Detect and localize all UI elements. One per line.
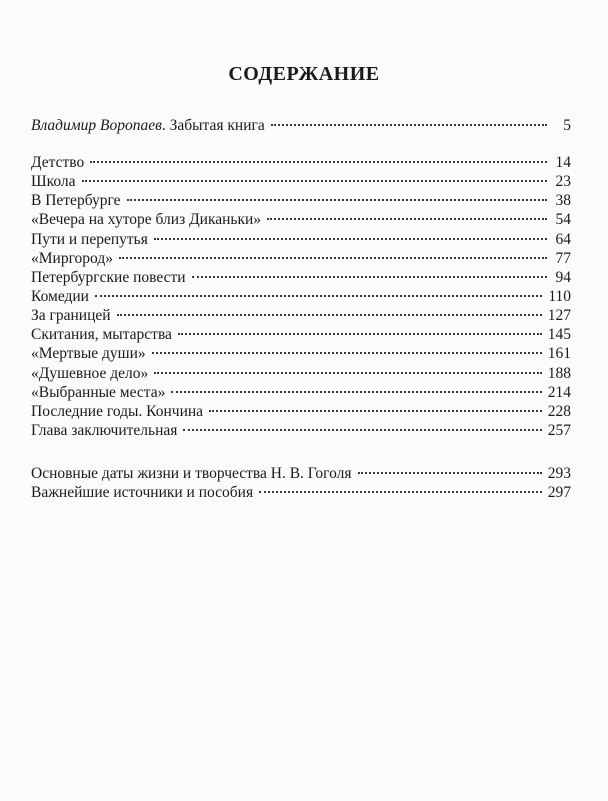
toc-entry <box>31 116 571 135</box>
dot-leader <box>178 333 542 335</box>
toc-entry-title: Основные даты жизни и творчества Н. В. Гоголя <box>31 465 352 482</box>
toc-entry-title: За границей <box>31 307 111 325</box>
dot-leader <box>154 372 542 374</box>
toc-entry <box>31 344 571 363</box>
toc-entry-title: Последние годы. Кончина <box>31 402 204 420</box>
toc-entry <box>31 287 571 306</box>
toc-entry-title <box>31 116 265 135</box>
toc-chapters <box>31 153 571 440</box>
dot-leader <box>267 218 547 220</box>
toc-entry-separator: . <box>161 117 170 134</box>
toc-entry-title: В Петербурге <box>31 192 121 210</box>
toc-entry-title: Петербургские повести <box>31 268 186 286</box>
toc-entry <box>31 325 571 344</box>
toc-entry-title: «Выбранные места» <box>31 383 166 401</box>
toc-entry <box>31 421 571 440</box>
toc-entry-page: 38 <box>555 192 571 210</box>
toc-entry-page: 297 <box>547 484 571 502</box>
toc-entry <box>31 268 571 287</box>
dot-leader <box>90 161 547 163</box>
toc-entry-page: 94 <box>555 268 571 286</box>
toc-entry-page: 77 <box>555 249 571 267</box>
toc-entry <box>31 306 571 325</box>
toc-entry-page: 127 <box>547 307 571 325</box>
toc-entry-author: Владимир Воропаев <box>31 117 162 134</box>
toc-entry-page: 110 <box>548 287 571 305</box>
toc-entry-title: «Вечера на хуторе близ Диканьки» <box>31 211 262 229</box>
toc-entry-page: 5 <box>563 117 571 134</box>
toc-entry <box>31 191 571 210</box>
dot-leader <box>183 429 541 431</box>
dot-leader <box>271 124 547 126</box>
toc-entry-title: Пути и перепутья <box>31 230 148 248</box>
dot-leader <box>127 199 547 201</box>
toc-entry-title: «Душевное дело» <box>31 364 149 382</box>
toc-entry-book-title: Забытая книга <box>169 117 265 134</box>
toc-entry <box>31 383 571 402</box>
toc-entry <box>31 402 571 421</box>
page-title: СОДЕРЖАНИЕ <box>228 63 380 86</box>
toc-entry-page: 228 <box>547 402 571 420</box>
toc-entry <box>31 249 571 268</box>
toc-entry <box>31 483 571 502</box>
toc-entry-page: 145 <box>547 326 571 344</box>
dot-leader <box>209 410 542 412</box>
dot-leader <box>152 352 542 354</box>
toc-intro <box>31 116 571 135</box>
dot-leader <box>117 314 542 316</box>
toc-entry-title: Глава заключительная <box>31 421 178 439</box>
toc-entry-page: 293 <box>547 465 571 482</box>
toc-entry-page: 54 <box>555 211 571 229</box>
toc-entry <box>31 464 571 483</box>
dot-leader <box>82 180 547 182</box>
toc-entry-page: 64 <box>555 230 571 248</box>
toc-entry-title: Скитания, мытарства <box>31 326 172 344</box>
toc-entry-title: Важнейшие источники и пособия <box>31 484 254 502</box>
toc-entry-title: «Миргород» <box>31 249 113 267</box>
dot-leader <box>171 391 541 393</box>
dot-leader <box>259 491 542 493</box>
toc-entry-title: Детство <box>31 154 85 171</box>
toc-entry <box>31 230 571 249</box>
toc-entry <box>31 153 571 172</box>
toc-entry-page: 188 <box>547 364 571 382</box>
dot-leader <box>119 257 547 259</box>
toc-entry-page: 14 <box>555 154 571 171</box>
toc-entry-page: 257 <box>547 421 571 439</box>
dot-leader <box>192 276 547 278</box>
dot-leader <box>95 295 542 297</box>
toc-entry-page: 23 <box>555 173 571 191</box>
toc-appendix <box>31 464 571 502</box>
toc-entry-page: 214 <box>547 383 571 401</box>
toc-entry-page: 161 <box>547 345 571 363</box>
toc-entry-title: Школа <box>31 173 76 191</box>
toc-entry-title: «Мертвые души» <box>31 345 146 363</box>
toc-entry <box>31 172 571 191</box>
toc-entry-title: Комедии <box>31 287 89 305</box>
dot-leader <box>358 472 542 474</box>
toc-entry <box>31 364 571 383</box>
dot-leader <box>154 238 547 240</box>
toc-entry <box>31 210 571 229</box>
